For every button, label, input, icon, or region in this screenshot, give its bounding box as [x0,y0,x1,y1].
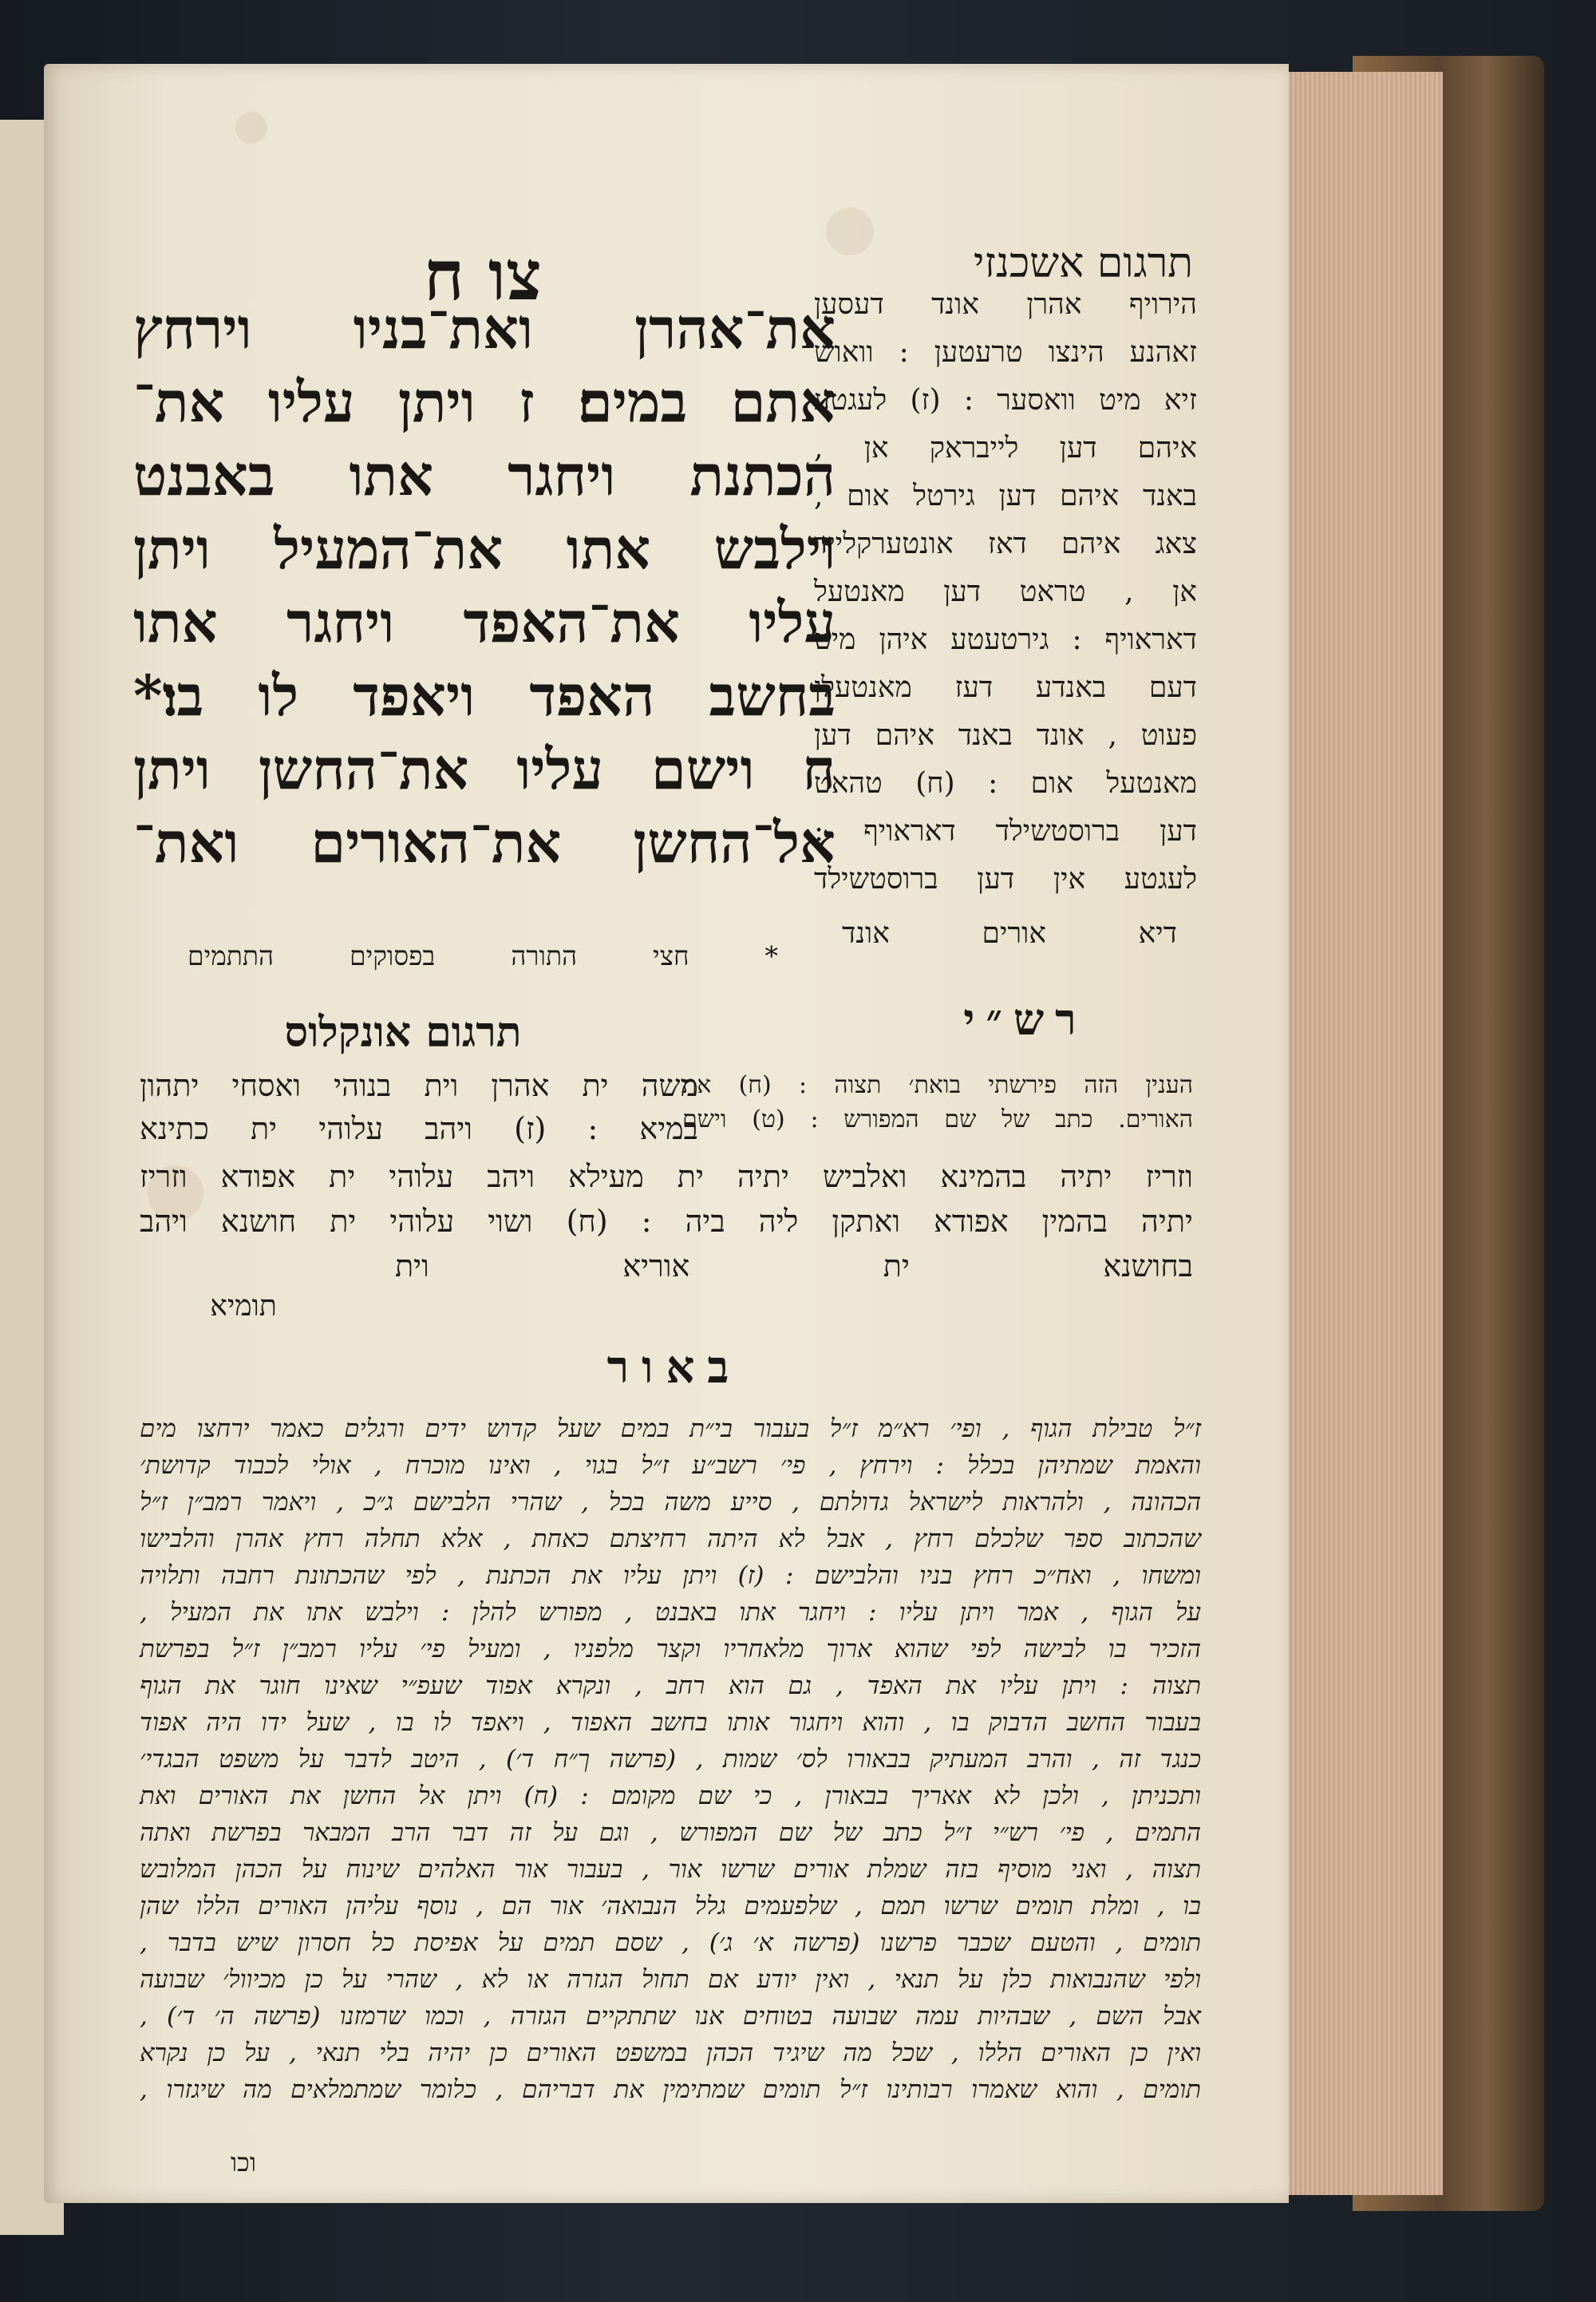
torah-line: אל־החשן את־האורים ואת־ [133,809,836,876]
translation-line: לעגטע אין דען ברוסטשילד [814,863,1197,896]
biur-line: תצוה , ואני מוסיף בזה שמלת אורים שרשו אור , בעבור אור האלהים שינוח על הכהן המלובש [140,1855,1201,1884]
translation-line: פעוט , אונד באנד איהם דען [814,719,1197,752]
biur-line: תומים , והוא שאמרו רבותינו ז״ל תומים שמתימין את דבריהם , כלומר שמתמלאים מה שיגזרו , [140,2075,1201,2104]
biur-line: בעבור החשב הדבוק בו , והוא ויחגור אותו בחשב האפוד , ויאפד לו בו , שעל ידו היה אפוד [140,1708,1201,1737]
torah-line: עליו את־האפד ויחגר אתו [133,589,836,655]
translation-line: אן , טראט דען מאנטעל [814,576,1197,608]
translation-line: באנד איהם דען גירטל אום , [814,480,1197,512]
biur-line: התמים , פי׳ רש״י ז״ל כתב של שם המפורש , וגם על זה דבר הרב המבאר בפרשת ואתה [140,1818,1201,1847]
biur-line: הכהונה , ולהראות לישראל גדולתם , סייע משה בכל , שהרי הלבישם ג״כ , ויאמר רמב״ן ז״ל [140,1488,1201,1517]
biur-line: והאמת שמתיהן בכלל : וירחץ , פי׳ רשב״ע ז״ל בגוי , ואינו מוכרח , אולי לכבוד קדושת׳ [140,1451,1201,1480]
biur-line: ותכניתן , ולכן לא אאריך בבאורן , כי שם מקומם : (ח) ויתן אל החשן את האורים ואת [140,1782,1201,1810]
translation-line: דעם באנדע דעז מאנטעלן [814,671,1197,704]
torah-line: הכתנת ויחגר אתו באבנט [133,442,836,508]
parsha-title: צו ח [424,235,542,316]
translation-line: זיא מיט וואסער : (ז) לעגטע [814,384,1197,417]
torah-line: אתם במים׃ ז ויתן עליו את־ [133,369,836,435]
onkelos-line: משה ית אהרן וית בנוהי ואסחי יתהון [140,1068,698,1103]
biur-line: ולפי שהנבואות כלן על תנאי , ואין יודע אם תחול הגזרה או לא , שהרי על כן מכיוול׳ שבועה [140,1965,1201,1994]
biur-line: בו , ומלת תומים שרשו תמם , שלפעמים גלל הנבואה׳ אור הם , נוסף עליהן האורים הללו שהן [140,1892,1201,1920]
torah-line: את־אהרן ואת־בניו וירחץ [133,295,836,362]
rashi-heading: רש״י [963,994,1088,1045]
onkelos-line: יתיה בהמין אפודא ואתקן ליה ביה : (ח) ושוי עלוהי ית חושנא ויהב [140,1204,1193,1239]
translation-line: דען ברוסטשילד דאראויף : [814,815,1197,848]
book-page [44,64,1289,2203]
torah-line: וילבש אתו את־המעיל ויתן [133,516,836,582]
onkelos-line: וזריז יתיה בהמינא ואלביש יתיה ית מעילא ויהב עלוהי ית אפודא וזריז [140,1159,1193,1194]
biur-line: על הגוף , אמר ויתן עליו : ויחגר אתו באבנט , מפורש להלן : וילבש אתו את המעיל , [140,1598,1201,1627]
biur-line: תצוה : ויתן עליו את האפד , גם הוא רחב , ונקרא אפוד שעפ״י שאינו חוגר את הגוף [140,1671,1201,1700]
onkelos-line: במיא : (ז) ויהב עלוהי ית כתינא [140,1111,698,1146]
biur-line: ומשחו , ואח״כ רחץ בניו והלבישם : (ז) ויתן עליו את הכתנת , לפי שהכתונת רחבה ותלויה [140,1561,1201,1590]
torah-line: בחשב האפד ויאפד לו בו׃* [133,663,836,729]
biur-line: ואין כן האורים הללו , שכל מה שיגיד הכהן במשפט האורים כן יהיה בלי תנאי , על כן נקרא [140,2039,1201,2067]
page-edges [1265,72,1443,2195]
biur-line: אבל השם , שבהיות עמה שבועה בטוחים אנו שתתקיים הגזרה , וכמו שרמזנו (פרשה ה׳ ד׳) , [140,2002,1201,2031]
rashi-line: האורים. כתב של שם המפורש : (ט) וישם [682,1106,1193,1133]
book [44,56,1544,2211]
biur-line: שהכתוב ספר שלכלם רחץ , אבל לא היתה רחיצתם כאחת , אלא תחלה רחץ אהרן והלבישו [140,1525,1201,1553]
translation-line: מאנטעל אום : (ח) טהאט [814,767,1197,800]
translation-line: הירויף אהרן אונד דעסען [814,288,1197,321]
onkelos-catchword: תומיא [210,1290,277,1323]
page-catchword: וכו [230,2147,256,2177]
biur-line: תומים , והטעם שכבר פרשנו (פרשה א׳ ג׳) , שסם תמים על אפיסת כל חסרון שיש בדבר , [140,1928,1201,1957]
translation-line: איהם דען לייבראק אן , [814,432,1197,465]
footnote: * חצי התורה בפסוקים התתמים [188,940,778,971]
translation-line: זאהנע הינצו טרעטען : וואוש [814,336,1197,369]
onkelos-heading: תרגום אונקלוס [284,1008,522,1057]
stain [235,112,267,144]
translation-line: צאג איהם דאז אונטערקלייד [814,528,1197,560]
biur-line: כנגד זה , והרב המעתיק בבאורו לס׳ שמות , (פרשה ך״ח ד׳) , היטב לדבר על משפט הבגדי׳ [140,1745,1201,1774]
biur-line: הזכיר בו לבישה לפי שהוא ארוך מלאחריו וקצר מלפניו , ומעיל פי׳ עליו רמב״ן ז״ל בפרשת [140,1635,1201,1663]
onkelos-line: בחושנא ית אוריא וית [395,1248,1193,1284]
biur-line: ז״ל טבילת הגוף , ופי׳ רא״מ ז״ל בעבור בי״ת במים שעל קדוש ידים ורגלים כאמר ירחצו מים [140,1414,1201,1443]
running-title: תרגום אשכנזי [973,239,1193,287]
torah-line: ח וישם עליו את־החשן ויתן [133,736,836,802]
biur-heading: באור [606,1341,742,1394]
translation-line: דאראויף : גירטעטע איהן מיט [814,623,1197,656]
rashi-line: הענין הזה פירשתי בואת׳ תצוה : (ח) את [682,1071,1193,1099]
translation-catchword: דיא אורים אונד [842,917,1177,950]
